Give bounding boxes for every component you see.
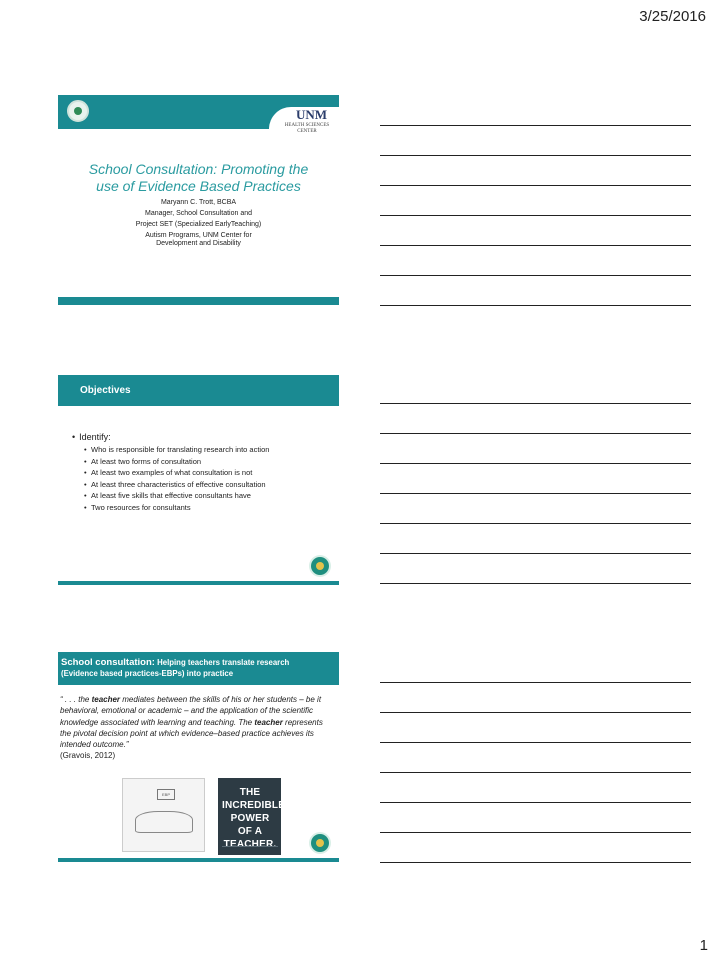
presentation-title <box>68 161 329 195</box>
list-item: • At least two examples of what consultation is not <box>84 467 332 479</box>
note-line <box>380 742 691 743</box>
presenter-name: Maryann C. Trott, BCBA <box>160 199 237 206</box>
quote-citation: (Gravois, 2012) <box>60 751 116 761</box>
quote-text: mediates between the skills of his or her students – be it behavioral, emotional or academic – and the application of the scientific knowledge associated with learning and teaching. The <box>60 695 322 727</box>
note-line <box>380 275 691 276</box>
cartoon-sign: EBP <box>157 789 175 800</box>
poster-text: THE INCREDIBLE POWER OF A TEACHER. <box>222 787 286 850</box>
note-line <box>380 493 691 494</box>
page-number: 1 <box>699 937 708 954</box>
list-item: • At least three characteristics of effective consultation <box>84 479 332 491</box>
slide-2-objectives <box>58 375 339 585</box>
note-line <box>380 305 691 306</box>
note-line <box>380 185 691 186</box>
note-line <box>380 245 691 246</box>
list-item: • At least five skills that effective consultants have <box>84 490 332 502</box>
slide-2-footer-band <box>58 581 339 585</box>
slide-3-heading-bold: School consultation: <box>61 657 155 668</box>
note-line <box>380 553 691 554</box>
print-date: 3/25/2016 <box>639 8 706 25</box>
presenter-role-2: Project SET (Specialized EarlyTeaching) <box>135 221 262 228</box>
note-line <box>380 433 691 434</box>
consultation-cartoon-image <box>122 778 205 852</box>
slide-3-footer-band <box>58 858 339 862</box>
note-line <box>380 712 691 713</box>
list-item: • Who is responsible for translating research into action <box>84 444 332 456</box>
slide-2-heading: Objectives <box>80 385 131 396</box>
slide-1-title <box>58 95 339 305</box>
cdd-badge-icon <box>311 557 329 575</box>
slide-3-header <box>58 652 339 685</box>
note-line <box>380 403 691 404</box>
note-line <box>380 523 691 524</box>
list-item: • Two resources for consultants <box>84 502 332 514</box>
gravois-quote <box>60 694 332 762</box>
objectives-list <box>72 444 332 514</box>
note-line <box>380 682 691 683</box>
quote-text: represents the pivotal decision point at which evidence–based practice achieves its intended outcome.” <box>60 717 323 750</box>
note-line <box>380 802 691 803</box>
note-line <box>380 463 691 464</box>
teacher-power-poster <box>218 778 286 855</box>
presenter-org-1: Autism Programs, UNM Center for <box>145 232 252 239</box>
note-line <box>380 583 691 584</box>
slide-3-school-consultation <box>58 652 339 862</box>
quote-emphasis: teacher <box>91 695 121 704</box>
unm-logo <box>269 107 339 145</box>
slide-2-header <box>58 375 339 406</box>
unm-logo-subtitle: HEALTH SCIENCES CENTER <box>284 123 330 134</box>
note-line <box>380 155 691 156</box>
unm-seal-icon <box>67 100 89 122</box>
presenter-org-2: Development and Disability <box>156 240 241 247</box>
objectives-body <box>72 432 332 514</box>
objectives-lead: • Identify: <box>72 432 332 443</box>
note-line <box>380 832 691 833</box>
poster-footer-rule <box>222 846 278 850</box>
presenter-role-1: Manager, School Consultation and <box>144 210 253 217</box>
title-line-2: use of Evidence Based Practices <box>96 178 301 194</box>
slide-1-footer-band <box>58 297 339 305</box>
slide-3-heading <box>61 657 337 679</box>
cdd-badge-icon <box>311 834 329 852</box>
note-line <box>380 772 691 773</box>
note-line <box>380 215 691 216</box>
quote-text: “ . . . the <box>60 695 92 704</box>
quote-emphasis: teacher <box>254 717 283 727</box>
slide-3-heading-line-2: (Evidence based practices-EBPs) into practice <box>61 669 234 678</box>
title-line-1: School Consultation: Promoting the <box>88 161 309 177</box>
slide-3-heading-rest: Helping teachers translate research <box>157 658 290 667</box>
note-line <box>380 862 691 863</box>
list-item: • At least two forms of consultation <box>84 456 332 468</box>
unm-logo-name: UNM <box>295 107 327 122</box>
note-line <box>380 125 691 126</box>
